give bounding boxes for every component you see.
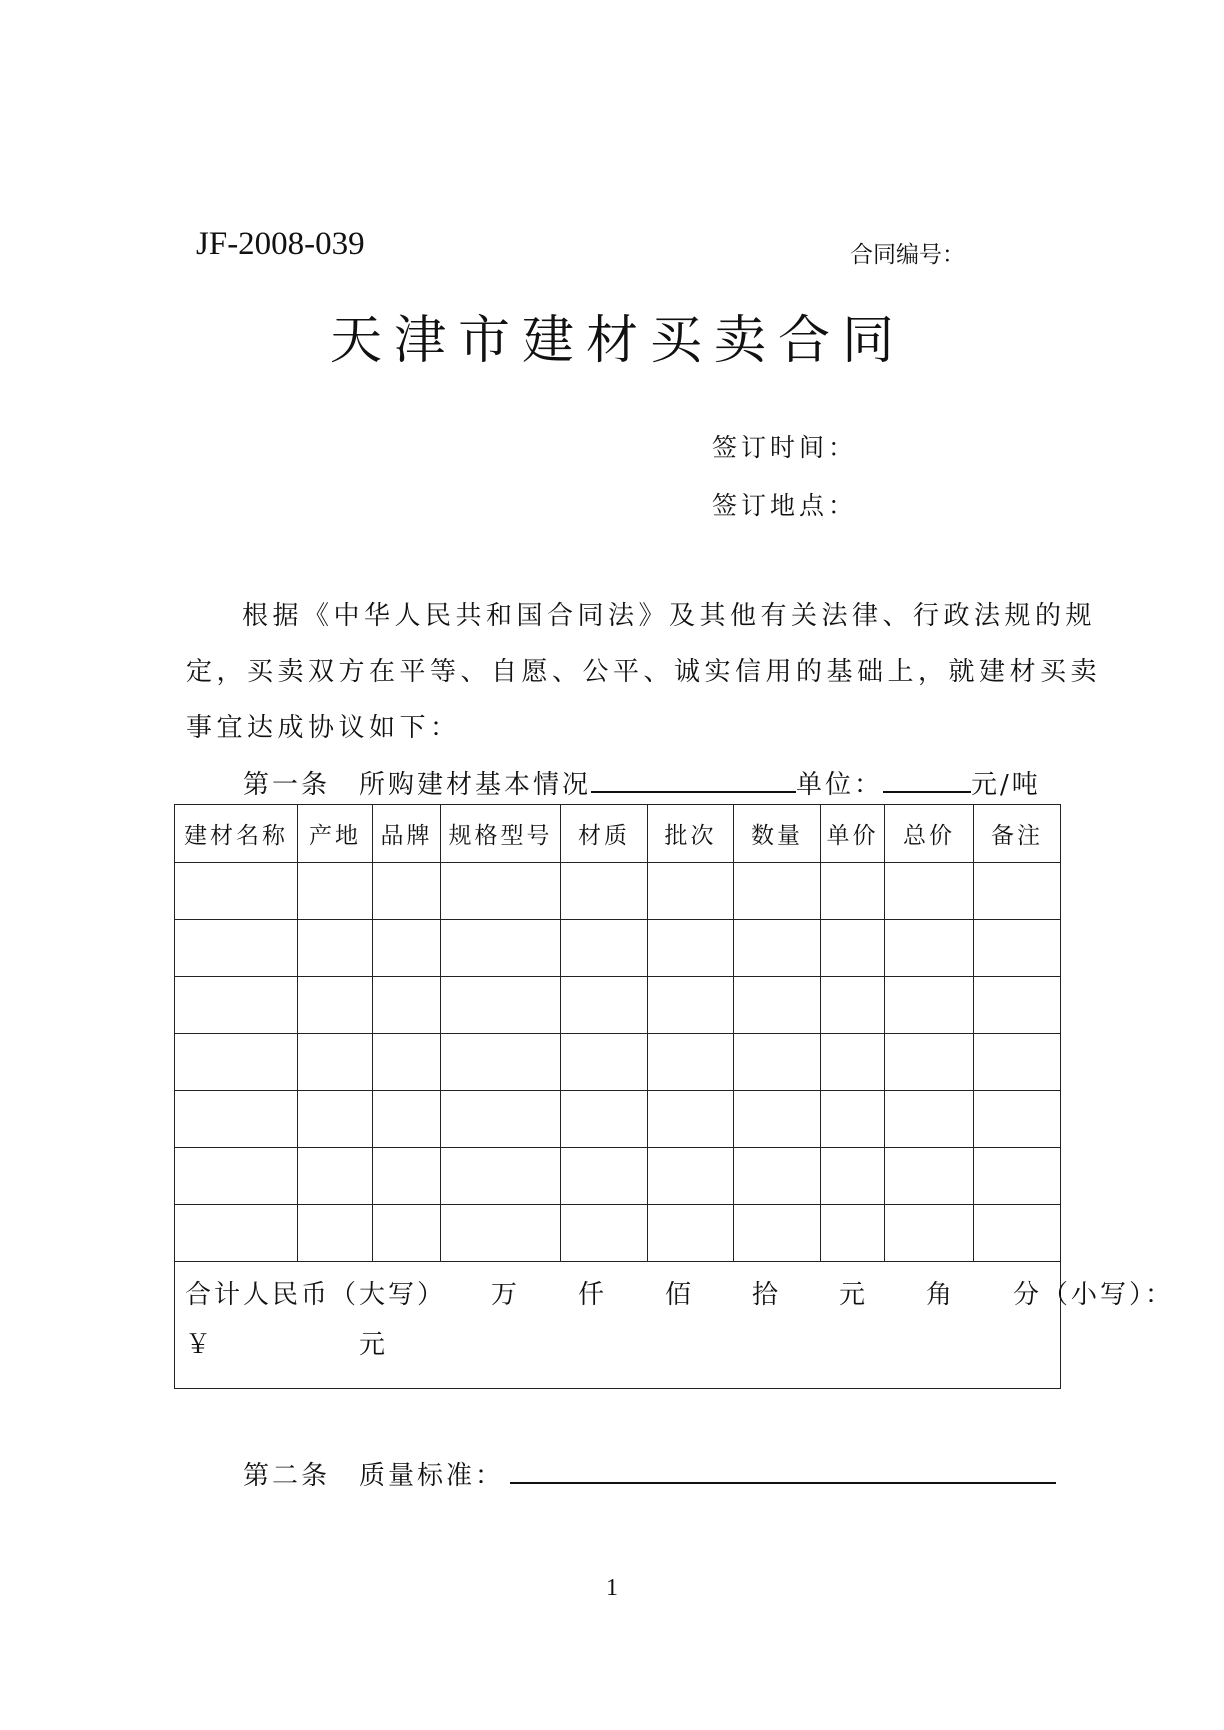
table-cell[interactable] (974, 977, 1061, 1034)
fill-blank[interactable] (510, 1458, 1056, 1484)
table-cell[interactable] (821, 863, 885, 920)
table-cell[interactable] (648, 863, 734, 920)
table-cell[interactable] (734, 1034, 821, 1091)
column-header: 规格型号 (441, 805, 561, 863)
materials-table-container (174, 804, 1175, 1389)
table-cell[interactable] (175, 920, 298, 977)
table-cell[interactable] (734, 1091, 821, 1148)
document-code: JF-2008-039 (196, 226, 365, 262)
table-cell[interactable] (175, 1205, 298, 1262)
table-cell[interactable] (885, 1205, 974, 1262)
total-amount-cell (175, 1262, 1175, 1389)
unit-label: 单位： (796, 770, 884, 800)
column-header: 产地 (298, 805, 373, 863)
article-2-heading (243, 1455, 1056, 1492)
table-cell[interactable] (734, 920, 821, 977)
table-body (175, 863, 1175, 1389)
table-row (175, 1148, 1061, 1205)
table-cell[interactable] (298, 977, 373, 1034)
column-header: 数量 (734, 805, 821, 863)
table-cell[interactable] (373, 863, 441, 920)
table-cell[interactable] (441, 1091, 561, 1148)
table-cell[interactable] (821, 1205, 885, 1262)
table-cell[interactable] (373, 977, 441, 1034)
table-cell[interactable] (373, 1148, 441, 1205)
table-cell[interactable] (734, 977, 821, 1034)
table-row (175, 920, 1061, 977)
table-cell[interactable] (298, 1034, 373, 1091)
table-cell[interactable] (648, 1034, 734, 1091)
materials-table (174, 804, 1175, 1389)
table-cell[interactable] (734, 1148, 821, 1205)
table-cell[interactable] (373, 1034, 441, 1091)
table-cell[interactable] (821, 1034, 885, 1091)
table-cell[interactable] (974, 1091, 1061, 1148)
table-cell[interactable] (821, 977, 885, 1034)
table-cell[interactable] (648, 1091, 734, 1148)
table-cell[interactable] (648, 920, 734, 977)
table-cell[interactable] (298, 1148, 373, 1205)
table-cell[interactable] (175, 977, 298, 1034)
table-cell[interactable] (441, 863, 561, 920)
column-header: 材质 (561, 805, 648, 863)
table-cell[interactable] (561, 1091, 648, 1148)
table-header-row (175, 805, 1061, 863)
table-cell[interactable] (974, 1034, 1061, 1091)
table-cell[interactable] (175, 863, 298, 920)
table-cell[interactable] (441, 977, 561, 1034)
table-row (175, 977, 1061, 1034)
table-cell[interactable] (175, 1034, 298, 1091)
table-cell[interactable] (821, 1148, 885, 1205)
table-cell[interactable] (734, 1205, 821, 1262)
table-cell[interactable] (821, 920, 885, 977)
intro-line: 根据《中华人民共和国合同法》及其他有关法律、行政法规的规 (242, 601, 1097, 631)
table-cell[interactable] (885, 1091, 974, 1148)
article-1-heading (243, 764, 1041, 801)
column-header: 备注 (974, 805, 1061, 863)
table-row (175, 863, 1061, 920)
table-cell[interactable] (821, 1091, 885, 1148)
fill-blank[interactable] (883, 767, 971, 793)
table-cell[interactable] (974, 863, 1061, 920)
table-cell[interactable] (885, 1034, 974, 1091)
page-title: 天津市建材买卖合同 (329, 311, 906, 371)
column-header: 单价 (821, 805, 885, 863)
table-cell[interactable] (885, 1148, 974, 1205)
article-1-label: 第一条 所购建材基本情况 (243, 770, 592, 800)
table-cell[interactable] (561, 1148, 648, 1205)
table-cell[interactable] (648, 1148, 734, 1205)
table-cell[interactable] (734, 863, 821, 920)
table-cell[interactable] (373, 1205, 441, 1262)
contract-number-label: 合同编号： (850, 242, 965, 268)
table-cell[interactable] (885, 920, 974, 977)
column-header: 批次 (648, 805, 734, 863)
table-cell[interactable] (648, 1205, 734, 1262)
table-cell[interactable] (648, 977, 734, 1034)
table-cell[interactable] (441, 920, 561, 977)
column-header: 建材名称 (175, 805, 298, 863)
table-cell[interactable] (298, 920, 373, 977)
intro-paragraph (186, 588, 1102, 756)
table-cell[interactable] (175, 1091, 298, 1148)
table-cell[interactable] (974, 1205, 1061, 1262)
table-cell[interactable] (441, 1205, 561, 1262)
table-cell[interactable] (298, 1091, 373, 1148)
table-cell[interactable] (561, 863, 648, 920)
total-row (175, 1262, 1061, 1389)
table-cell[interactable] (175, 1148, 298, 1205)
unit-suffix: 元/吨 (971, 770, 1041, 800)
intro-line: 定，买卖双方在平等、自愿、公平、诚实信用的基础上，就建材买卖 (186, 657, 1102, 687)
table-cell[interactable] (561, 1034, 648, 1091)
table-cell[interactable] (298, 863, 373, 920)
table-cell[interactable] (441, 1034, 561, 1091)
table-cell[interactable] (974, 920, 1061, 977)
table-cell[interactable] (974, 1148, 1061, 1205)
table-row (175, 1034, 1061, 1091)
table-cell[interactable] (561, 1205, 648, 1262)
fill-blank[interactable] (591, 767, 796, 793)
table-cell[interactable] (885, 977, 974, 1034)
column-header: 品牌 (373, 805, 441, 863)
table-cell[interactable] (561, 920, 648, 977)
article-2-label: 第二条 质量标准： (243, 1461, 505, 1491)
table-cell[interactable] (441, 1148, 561, 1205)
table-cell[interactable] (561, 977, 648, 1034)
signing-place-label: 签订地点： (712, 491, 858, 520)
table-cell[interactable] (885, 863, 974, 920)
table-row (175, 1205, 1061, 1262)
intro-line: 事宜达成协议如下： (186, 713, 461, 743)
total-uppercase-line: 合计人民币（大写） 万 仟 佰 拾 元 角 分（小写）： (185, 1280, 1175, 1310)
column-header: 总价 (885, 805, 974, 863)
page-number: 1 (606, 1575, 618, 1601)
total-lowercase-line: ￥ 元 (185, 1330, 389, 1360)
signing-time-label: 签订时间： (712, 433, 858, 462)
table-cell[interactable] (373, 1091, 441, 1148)
table-row (175, 1091, 1061, 1148)
table-cell[interactable] (373, 920, 441, 977)
table-cell[interactable] (298, 1205, 373, 1262)
